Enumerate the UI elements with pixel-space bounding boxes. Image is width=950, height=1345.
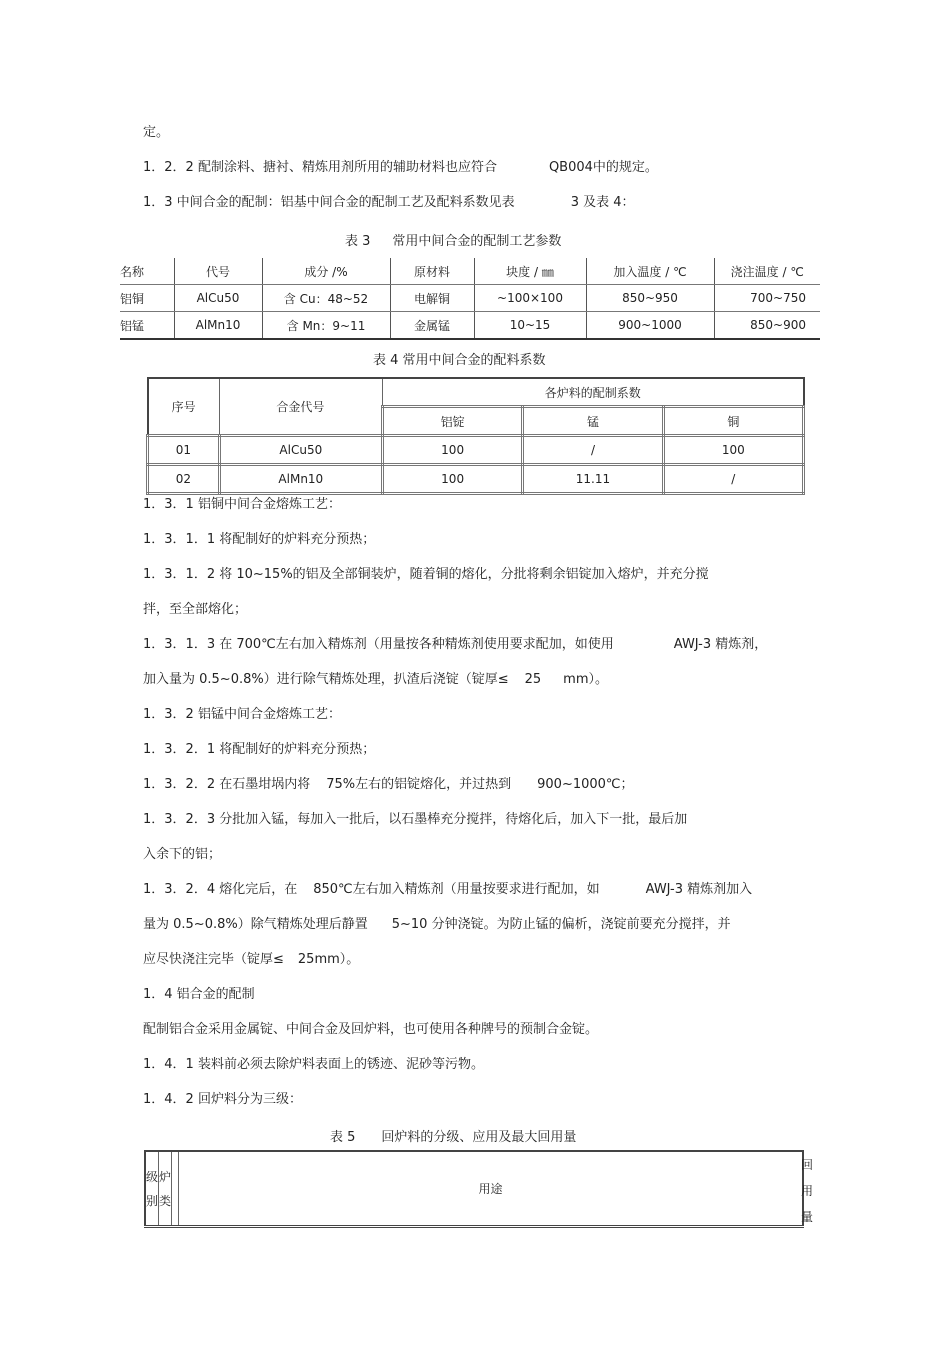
table-header-row — [145, 1151, 803, 1227]
table-cell: 11.11 — [523, 465, 663, 494]
table-cell: 02 — [148, 465, 220, 494]
table-cell: 金属锰 — [390, 312, 474, 340]
table-cell: 含 Cu：48~52 — [262, 285, 390, 312]
text-line: 拌，至全部熔化； — [143, 602, 248, 617]
table-cell: ~100×100 — [474, 285, 586, 312]
header-cell: 序号 — [148, 378, 220, 436]
header-cell-empty — [172, 1151, 179, 1227]
table3-caption: 表 3 常用中间合金的配制工艺参数 — [345, 234, 562, 249]
text-line: 1．4．2 回炉料分为三级： — [143, 1092, 302, 1107]
table-cell: AlCu50 — [174, 285, 262, 312]
text-line: 1．2．2 配制涂料、搪衬、精炼用剂所用的辅助材料也应符合 QB004中的规定。 — [143, 160, 658, 175]
text-line: 1．3．1．3 在 700℃左右加入精炼剂（用量按各种精炼剂使用要求配加，如使用 AWJ-3 精炼剂， — [143, 637, 768, 652]
header-cell: 级别 — [145, 1151, 159, 1227]
text-line: 应尽快浇注完毕（锭厚≤ 25mm）。 — [143, 952, 360, 967]
table-cell: 铝锰 — [120, 312, 174, 340]
header-cell: 浇注温度 / ℃ — [714, 258, 820, 285]
header-cell: 铝锭 — [382, 407, 522, 436]
text-line: 加入量为 0.5~0.8%）进行除气精炼处理，扒渣后浇锭（锭厚≤ 25 mm）。 — [143, 672, 608, 687]
text-line: 1．3．2．1 将配制好的炉料充分预热； — [143, 742, 376, 757]
text-line: 1．4．1 装料前必须去除炉料表面上的锈迹、泥砂等污物。 — [143, 1057, 484, 1072]
table-cell: 铝铜 — [120, 285, 174, 312]
table-cell: 100 — [382, 436, 522, 465]
table-cell: / — [663, 465, 803, 494]
table-cell: 900~1000 — [586, 312, 714, 340]
text-line: 定。 — [143, 125, 170, 140]
table-row — [148, 465, 804, 494]
header-cell-amount: 回用量 — [800, 1158, 813, 1224]
table-row — [120, 285, 820, 312]
table-cell: 100 — [663, 436, 803, 465]
table-header-row — [148, 378, 804, 407]
table-cell: AlMn10 — [174, 312, 262, 340]
table-cell: 100 — [382, 465, 522, 494]
header-cell: 名称 — [120, 258, 174, 285]
text-line: 1．4 铝合金的配制 — [143, 987, 255, 1002]
header-cell: 炉类 — [159, 1151, 172, 1227]
text-line: 1．3 中间合金的配制：铝基中间合金的配制工艺及配料系数见表 3 及表 4： — [143, 195, 635, 210]
table-4 — [146, 377, 805, 495]
header-cell: 铜 — [663, 407, 803, 436]
text-line: 配制铝合金采用金属锭、中间合金及回炉料，也可使用各种牌号的预制合金锭。 — [143, 1022, 599, 1037]
text-line: 1．3．2．2 在石墨坩埚内将 75%左右的铝锭熔化，并过热到 900~1000℃； — [143, 777, 634, 792]
header-cell: 代号 — [174, 258, 262, 285]
text-line: 1．3．1．2 将 10~15%的铝及全部铜装炉，随着铜的熔化，分批将剩余铝锭加入熔炉，并充分搅 — [143, 567, 709, 582]
table-row — [148, 436, 804, 465]
table-5 — [144, 1150, 804, 1228]
table-cell: 含 Mn：9~11 — [262, 312, 390, 340]
header-cell: 合金代号 — [219, 378, 382, 436]
text-line: 1．3．2 铝锰中间合金熔炼工艺： — [143, 707, 341, 722]
text-line: 量为 0.5~0.8%）除气精炼处理后静置 5~10 分钟浇锭。为防止锰的偏析，浇锭前要充分搅拌，并 — [143, 917, 731, 932]
table4-caption: 表 4 常用中间合金的配料系数 — [373, 353, 546, 368]
table-cell: 01 — [148, 436, 220, 465]
table-row — [120, 312, 820, 340]
text-line: 1．3．2．4 熔化完后，在 850℃左右加入精炼剂（用量按要求进行配加，如 AWJ-3 精炼剂加入 — [143, 882, 753, 897]
text-line: 入余下的铝； — [143, 847, 222, 862]
table-3 — [120, 258, 820, 340]
text-line: 1．3．2．3 分批加入锰，每加入一批后，以石墨棒充分搅拌，待熔化后，加入下一批，最后加 — [143, 812, 688, 827]
header-cell: 原材料 — [390, 258, 474, 285]
header-cell: 成分 /% — [262, 258, 390, 285]
header-cell: 锰 — [523, 407, 663, 436]
table-cell: AlCu50 — [219, 436, 382, 465]
text-line: 1．3．1．1 将配制好的炉料充分预热； — [143, 532, 376, 547]
header-cell: 各炉料的配制系数 — [382, 378, 803, 407]
header-cell: 用途 — [179, 1151, 803, 1227]
table-cell: 电解铜 — [390, 285, 474, 312]
table-header-row — [120, 258, 820, 285]
table-cell: AlMn10 — [219, 465, 382, 494]
header-cell: 块度 / ㎜ — [474, 258, 586, 285]
table-cell: / — [523, 436, 663, 465]
table-cell: 850~950 — [586, 285, 714, 312]
header-cell: 加入温度 / ℃ — [586, 258, 714, 285]
table5-caption: 表 5 回炉料的分级、应用及最大回用量 — [330, 1130, 577, 1145]
table-cell: 10~15 — [474, 312, 586, 340]
table-cell: 850~900 — [714, 312, 820, 340]
text-line: 1．3．1 铝铜中间合金熔炼工艺： — [143, 497, 341, 512]
table-cell: 700~750 — [714, 285, 820, 312]
